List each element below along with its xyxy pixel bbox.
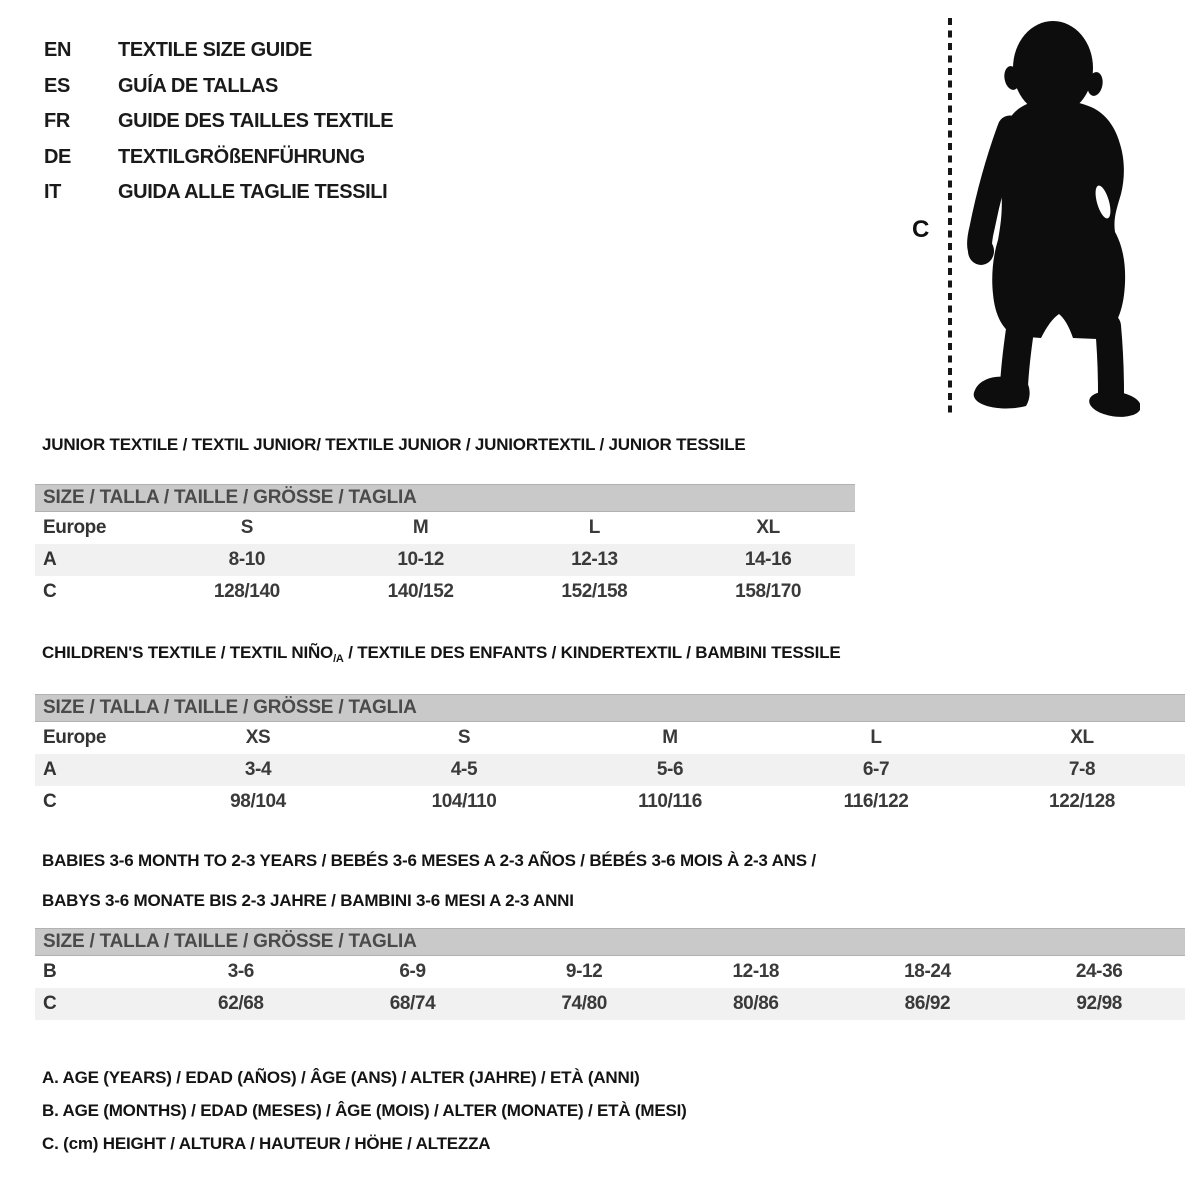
lang-label: GUIDA ALLE TAGLIE TESSILI (118, 181, 388, 204)
height-cell: 122/128 (1049, 791, 1115, 812)
row-label: C (43, 581, 57, 602)
babies-size-table (35, 928, 1185, 1020)
age-cell: 9-12 (565, 961, 603, 982)
row-label: C (43, 791, 57, 812)
row-label: Europe (43, 727, 107, 748)
size-cell: M (662, 727, 678, 748)
height-cell: 158/170 (735, 581, 802, 602)
height-measure-dashed-line (948, 18, 952, 418)
title-subscript: /A (333, 653, 344, 665)
childrens-size-table (35, 694, 1185, 818)
table-row (35, 512, 855, 545)
height-cell: 110/116 (638, 791, 702, 812)
age-cell: 6-9 (399, 961, 426, 982)
size-header-row (35, 485, 855, 512)
lang-row-de (44, 140, 393, 176)
title-text: / TEXTILE DES ENFANTS / KINDERTEXTIL / BAMBINI TESSILE (343, 643, 841, 662)
childrens-section-title (42, 643, 841, 665)
size-header: SIZE / TALLA / TAILLE / GRÖSSE / TAGLIA (35, 929, 1185, 956)
age-cell: 14-16 (681, 544, 855, 576)
lang-row-fr (44, 104, 393, 140)
size-cell: L (588, 517, 600, 538)
babies-section-title-line2: BABYS 3-6 MONATE BIS 2-3 JAHRE / BAMBINI 3-6 MESI A 2-3 ANNI (42, 891, 574, 910)
table-row (35, 754, 1185, 786)
height-cell: 98/104 (230, 791, 286, 812)
table-row (35, 544, 855, 576)
legend-line-b: B. AGE (MONTHS) / EDAD (MESES) / ÂGE (MOIS) / ALTER (MONATE) / ETÀ (MESI) (42, 1101, 687, 1120)
legend-block (42, 1068, 687, 1167)
lang-code: EN (44, 39, 71, 62)
table-row (35, 722, 1185, 755)
babies-section-title-line1: BABIES 3-6 MONTH TO 2-3 YEARS / BEBÉS 3-6 MESES A 2-3 AÑOS / BÉBÉS 3-6 MOIS À 2-3 ANS / (42, 851, 816, 870)
age-cell: 3-4 (155, 754, 361, 786)
row-label: B (43, 961, 57, 982)
age-cell: 12-18 (732, 961, 780, 982)
legend-line-a: A. AGE (YEARS) / EDAD (AÑOS) / ÂGE (ANS) / ALTER (JAHRE) / ETÀ (ANNI) (42, 1068, 640, 1087)
toddler-silhouette-icon (965, 18, 1140, 418)
lang-code: IT (44, 181, 61, 204)
row-label: C (35, 988, 155, 1020)
height-cell: 116/122 (843, 791, 909, 812)
height-cell: 74/80 (498, 988, 670, 1020)
height-cell: 140/152 (387, 581, 454, 602)
row-label: A (35, 544, 160, 576)
height-cell: 80/86 (670, 988, 842, 1020)
language-title-block (44, 33, 393, 211)
age-cell: 6-7 (773, 754, 979, 786)
lang-label: GUIDE DES TAILLES TEXTILE (118, 110, 394, 133)
height-measure-label: C (912, 216, 929, 243)
age-cell: 4-5 (361, 754, 567, 786)
legend-line-c: C. (cm) HEIGHT / ALTURA / HAUTEUR / HÖHE / ALTEZZA (42, 1134, 491, 1153)
age-cell: 7-8 (979, 754, 1185, 786)
size-cell: XL (1070, 727, 1094, 748)
size-cell: M (412, 517, 429, 538)
lang-row-es (44, 69, 393, 105)
lang-code: DE (44, 145, 71, 168)
age-cell: 12-13 (508, 544, 682, 576)
lang-row-it (44, 175, 393, 211)
age-cell: 18-24 (904, 961, 951, 982)
size-cell: XS (245, 727, 271, 748)
age-cell: 8-10 (160, 544, 334, 576)
row-label: A (35, 754, 155, 786)
size-cell: S (240, 517, 254, 538)
table-row (35, 956, 1185, 989)
title-text: CHILDREN'S TEXTILE / TEXTIL NIÑO (42, 643, 334, 662)
junior-size-table (35, 484, 855, 608)
height-cell: 152/158 (561, 581, 628, 602)
height-cell: 104/110 (431, 791, 497, 812)
age-cell: 10-12 (334, 544, 508, 576)
size-cell: S (457, 727, 471, 748)
size-header: SIZE / TALLA / TAILLE / GRÖSSE / TAGLIA (35, 485, 855, 512)
lang-label: TEXTILE SIZE GUIDE (118, 39, 312, 62)
size-header: SIZE / TALLA / TAILLE / GRÖSSE / TAGLIA (35, 695, 1185, 722)
age-cell: 5-6 (567, 754, 773, 786)
table-row (35, 576, 855, 608)
height-cell: 68/74 (327, 988, 499, 1020)
size-cell: XL (756, 517, 780, 538)
junior-section-title: JUNIOR TEXTILE / TEXTIL JUNIOR/ TEXTILE JUNIOR / JUNIORTEXTIL / JUNIOR TESSILE (42, 435, 746, 454)
lang-code: ES (44, 74, 70, 97)
lang-label: TEXTILGRÖßENFÜHRUNG (118, 145, 365, 168)
age-cell: 3-6 (227, 961, 254, 982)
height-cell: 128/140 (213, 581, 280, 602)
table-row (35, 988, 1185, 1020)
age-cell: 24-36 (1075, 961, 1123, 982)
row-label: Europe (43, 517, 107, 538)
height-cell: 62/68 (155, 988, 327, 1020)
size-header-row (35, 695, 1185, 722)
height-cell: 86/92 (842, 988, 1014, 1020)
lang-label: GUÍA DE TALLAS (118, 74, 278, 97)
size-header-row (35, 929, 1185, 956)
lang-code: FR (44, 110, 70, 133)
size-cell: L (870, 727, 882, 748)
lang-row-en (44, 33, 393, 69)
table-row (35, 786, 1185, 818)
height-cell: 92/98 (1013, 988, 1185, 1020)
